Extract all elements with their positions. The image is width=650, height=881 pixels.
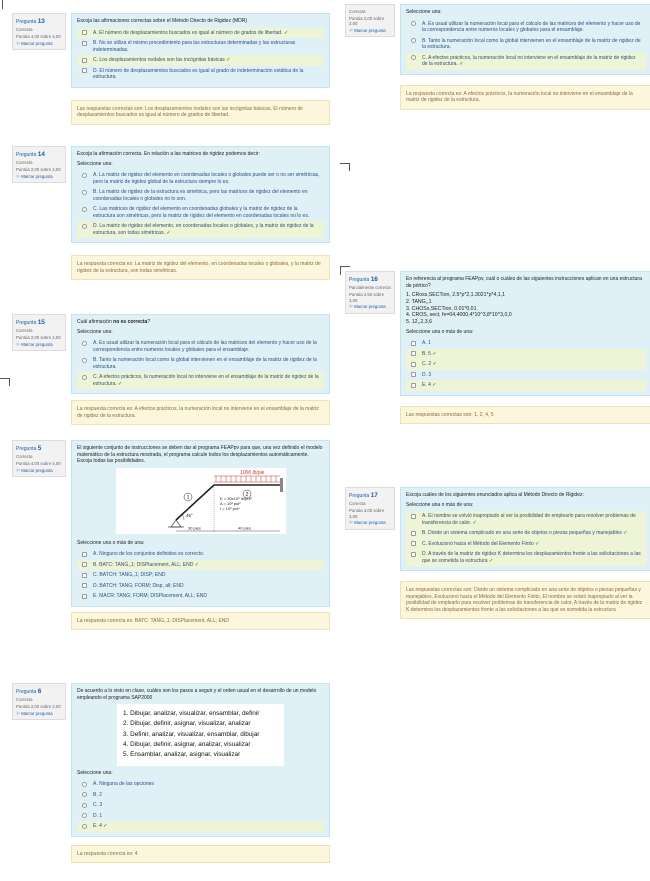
flag-label: Marcar pregunta	[21, 173, 53, 179]
check-icon: ✓	[226, 57, 231, 63]
option-label: A. Es usual utilizar la numeración local para el cálculo de las matrices del elemento y hacer uso de la correspondencia entre numeros locales y globales para el ensamblaje.	[93, 340, 317, 353]
flag-question-link[interactable]	[16, 174, 62, 180]
question-score: Puntúa 2,50 sobre 3,00	[349, 292, 385, 303]
checkbox[interactable]	[411, 372, 416, 377]
feedback-text: La respuesta correcta es: A efectos prácticos, la numeración local no interviene en el ensamblaje de la matriz de rigidez de la estructura.	[71, 400, 330, 425]
option-label: C. BATCH: TANG,,1; DISP; END	[93, 572, 166, 578]
answer-option[interactable]	[406, 19, 646, 36]
option-label: C. A efectos prácticos, la numeración local no interviene en el ensamblaje de la matriz de rigidez de la estructura.	[422, 54, 636, 67]
check-icon: ✓	[535, 540, 540, 547]
question-text-box	[71, 13, 330, 88]
answer-option[interactable]	[406, 380, 646, 391]
checkbox[interactable]	[82, 41, 87, 46]
radio-button[interactable]	[82, 803, 87, 808]
radio-button[interactable]	[411, 21, 416, 26]
flag-icon: ⚐	[16, 341, 20, 347]
flag-question-link[interactable]	[349, 28, 391, 34]
question-info	[12, 314, 66, 351]
list-item: 3. CHOSs,SECTion, 0.01*0.01	[406, 305, 477, 312]
question-state: Correcta	[349, 9, 366, 14]
question-score: Puntúa 3,00 sobre 3,00	[349, 508, 385, 519]
question-score: Puntúa 2,00 sobre 2,00	[16, 167, 61, 173]
flag-label: Marcar pregunta	[21, 40, 53, 46]
radio-button[interactable]	[82, 813, 87, 818]
question-score: Puntúa 2,00 sobre 2,00	[16, 704, 61, 710]
list-item: 1. CRoss,SECTion, 2.5*p*2,1.3021*p*4,1,1	[406, 292, 506, 298]
radio-button[interactable]	[82, 824, 87, 829]
question-number: 13	[37, 18, 45, 25]
page-corner-mark	[340, 266, 350, 267]
check-icon: ✓	[432, 350, 437, 357]
check-icon: ✓	[432, 361, 437, 368]
question-text: De acuerdo a lo visto en clase, cuáles son los pasos a seguir y el orden usual en el desarrollo de un modelo empleando el programa SAP2000	[77, 688, 317, 701]
option-label: C. 2	[422, 361, 432, 368]
answer-option[interactable]	[406, 349, 646, 360]
member-1-label: 1	[186, 494, 189, 501]
question-text-box	[400, 4, 650, 75]
question-label: Pregunta	[16, 19, 37, 25]
checkbox[interactable]	[411, 514, 416, 519]
answer-option[interactable]	[77, 549, 324, 560]
checkbox[interactable]	[411, 383, 416, 388]
check-icon: ✓	[283, 29, 289, 36]
list-item: 4. Dibujar, definir, asignar, analizar, visualizar	[123, 740, 251, 748]
question-state: Correcta	[16, 160, 33, 166]
radio-button[interactable]	[82, 375, 87, 380]
radio-button[interactable]	[82, 224, 87, 229]
flag-label: Marcar pregunta	[354, 304, 386, 310]
question-number: 15	[37, 319, 45, 326]
answer-option[interactable]	[406, 36, 646, 53]
check-icon: ✓	[166, 229, 171, 236]
question-label: Pregunta	[16, 689, 37, 695]
feedback-text: La respuesta correcta es: A efectos prácticos, la numeración local no interviene en el ensamblaje de la matriz de rigidez de la estructura.	[400, 85, 650, 110]
angle-label: 45°	[185, 512, 193, 518]
answer-option[interactable]	[406, 528, 646, 539]
question-state: Correcta	[16, 27, 33, 33]
checkbox[interactable]	[82, 573, 87, 578]
option-label: E. 4	[422, 382, 431, 389]
flag-question-link[interactable]	[349, 304, 391, 310]
flag-icon: ⚐	[349, 520, 353, 526]
flag-icon: ⚐	[16, 710, 20, 716]
select-instruction: Seleccione una o más de una:	[406, 328, 474, 335]
structure-diagram	[116, 468, 286, 534]
question-info	[12, 13, 66, 50]
question-text: Escoja las afirmaciones correctas sobre el Método Directo de Rigidez (MDR)	[77, 18, 248, 24]
option-label: A. El nombre se volvió inapropiado al ver la posibilidad de emplearlo para resolver problemas de transferencia de calor.	[422, 513, 636, 526]
checkbox[interactable]	[82, 552, 87, 557]
radio-button[interactable]	[82, 207, 87, 212]
question-text-part: ?	[147, 319, 151, 325]
question-state: Correcta	[16, 454, 33, 460]
answer-option[interactable]	[77, 570, 324, 581]
question-text: Escoja cuáles de los siguientes enunciados aplica al Método Directo de Rigidez:	[406, 492, 584, 498]
option-label: D. La matriz de rigidez del elemento, en coordenadas locales o globales, y la matriz de rigidez de la estructura, son todas simétricas.	[93, 223, 314, 236]
radio-button[interactable]	[82, 190, 87, 195]
answer-option[interactable]	[77, 811, 324, 822]
flag-question-link[interactable]	[16, 468, 62, 474]
option-label: A. Ninguna de las opciones	[93, 781, 154, 788]
checkbox[interactable]	[411, 351, 416, 356]
select-instruction: Seleccione una o más de una:	[77, 539, 145, 546]
answer-option[interactable]	[77, 338, 324, 355]
answer-option[interactable]	[406, 549, 646, 566]
select-instruction: Seleccione una:	[77, 160, 113, 167]
page-corner-mark	[349, 163, 350, 171]
select-instruction: Seleccione una o más de una:	[406, 501, 474, 508]
answer-option[interactable]	[406, 539, 646, 550]
option-label: E. MACR: TANG; FORM; DISPlacement, ALL; END	[93, 593, 208, 599]
question-info	[12, 146, 66, 183]
answer-option[interactable]	[77, 800, 324, 811]
option-label: B. Tanto la numeración local como la global intervienen en el ensamblaje de la matriz de rigidez de la estructura.	[422, 37, 641, 50]
flag-question-link[interactable]	[16, 342, 62, 348]
option-label: D. 3	[422, 371, 432, 378]
checkbox[interactable]	[82, 30, 87, 35]
checkbox[interactable]	[411, 362, 416, 367]
option-label: A. La matriz de rigidez del elemento en coordenadas locales o globales puede ser o no ser simétricas, pero la matriz de rigidez global de la estructura siempre lo es.	[93, 172, 320, 185]
question-info	[345, 487, 395, 530]
dimension-label-1: 30 pies	[187, 525, 201, 530]
check-icon: ✓	[488, 557, 494, 564]
option-label: D. El número de desplazamientos buscados es igual al grado de indeterminación estática de la estructura.	[93, 67, 304, 80]
check-icon: ✓	[472, 519, 477, 526]
property-a: A = 10² pul²	[219, 500, 241, 506]
question-text-box	[71, 440, 330, 607]
question-text-box	[400, 271, 650, 396]
question-text-part: Cuál afirmación	[77, 319, 114, 325]
steps-list	[117, 704, 284, 766]
page-corner-mark	[9, 378, 10, 386]
question-info	[12, 683, 66, 720]
radio-button[interactable]	[411, 38, 416, 43]
question-number: 17	[370, 492, 378, 499]
question-text	[77, 319, 324, 326]
radio-button[interactable]	[82, 782, 87, 787]
flag-label: Marcar pregunta	[354, 27, 386, 33]
answer-option[interactable]	[77, 372, 324, 389]
option-label: A. 1	[422, 340, 431, 347]
feedback-text: La respuesta correcta es: BATC: TANG,,1; DISPlacement, ALL; END	[71, 612, 330, 631]
question-state: Correcta	[16, 697, 33, 703]
checkbox[interactable]	[82, 58, 87, 63]
radio-button[interactable]	[82, 173, 87, 178]
feedback-text: Las respuestas correctas son: Divide un sistema complicado en una serie de objetos o piezas pequeñas y manejables, Evolucionó hacia el Método del Elemento Finito, El nombre se volvió inapropiado al ver la posibilidad de emplearlo para resolver problemas de transferencia de calor, A través de la matriz de rigidez K determina los desplazamientos frente a las solicitaciones a las que se sometida la estructura	[400, 581, 650, 619]
list-item: 2. Dibujar, definir, asignar, visualizar, analizar	[123, 720, 251, 728]
option-label: C. Las matrices de rigidez del elemento en coordenadas globales y la matriz de rigidez de la estructura son simétricas, pero la matriz de rigidez del elemento en coordenadas locales no lo es.	[93, 206, 310, 219]
radio-button[interactable]	[82, 792, 87, 797]
answer-option[interactable]	[406, 511, 646, 528]
question-state: Correcta	[16, 328, 33, 334]
checkbox[interactable]	[411, 552, 416, 557]
property-e: E = 30x10⁶ lb/pul²	[219, 495, 252, 501]
list-item: 1. Dibujar, analizar, visualizar, ensamblar, definir	[123, 710, 260, 717]
answer-option[interactable]	[77, 821, 324, 832]
question-number: 14	[37, 151, 45, 158]
flag-icon: ⚐	[16, 173, 20, 179]
answer-option[interactable]	[77, 38, 324, 55]
member-2-label: 2	[245, 491, 248, 498]
flag-icon: ⚐	[349, 27, 353, 33]
instructions-list	[406, 292, 646, 326]
checkbox[interactable]	[411, 341, 416, 346]
select-instruction: Seleccione una:	[77, 769, 113, 776]
check-icon: ✓	[103, 823, 108, 830]
option-label: B. Tanto la numeración local como la global intervienen en el ensamblaje de la matriz de rigidez de la estructura.	[93, 357, 317, 370]
answer-option[interactable]	[77, 591, 324, 602]
flag-label: Marcar pregunta	[354, 520, 386, 526]
feedback-text: Las respuestas correctas son: 1, 2, 4, 5	[400, 406, 650, 425]
option-label: C. A efectos prácticos, la numeración local no interviene en el ensamblaje de la matriz de rigidez de la estructura.	[93, 374, 319, 387]
option-label: B. BATC: TANG,,1; DISPlacement, ALL; END	[93, 561, 194, 568]
question-info	[12, 440, 66, 477]
option-label: C. Evolucionó hacia el Método del Elemento Finito	[422, 540, 534, 547]
load-label: 1000 lb/pie	[239, 469, 264, 476]
check-icon: ✓	[118, 380, 123, 387]
question-number: 16	[370, 276, 378, 283]
question-state: Parcialmente correcta	[349, 285, 391, 291]
question-state: Correcta	[349, 501, 366, 507]
list-item: 2. TANG,,1	[406, 298, 432, 305]
member-1	[176, 485, 214, 520]
question-number: 6	[37, 688, 42, 695]
question-text: En referencia al programa FEAPpv, cuál o cuáles de las siguientes instrucciones aplican en una estructura de pórtico?	[406, 276, 642, 289]
question-score: Puntúa 2,00 sobre 2,00	[349, 15, 385, 27]
list-item: 5. 12,,2,3,6	[406, 319, 432, 325]
option-label: D. 1	[93, 812, 103, 819]
checkbox[interactable]	[82, 583, 87, 588]
question-info	[345, 271, 395, 314]
check-icon: ✓	[432, 382, 437, 389]
option-label: A. Es usual utilizar la numeración local para el cálculo de las matrices del elemento y hacer uso de la correspondencia entre numeros locales y globales para el ensamblaje.	[422, 20, 641, 33]
answer-option[interactable]	[77, 790, 324, 801]
answer-option[interactable]	[77, 581, 324, 592]
list-item: 5. Ensamblar, analizar, asignar, visualizar	[123, 751, 241, 759]
answer-option[interactable]	[77, 170, 324, 187]
checkbox[interactable]	[411, 541, 416, 546]
feedback-text: La respuesta correcta es: 4	[71, 845, 330, 864]
question-text-box	[71, 683, 330, 837]
option-label: B. La matriz de rigidez de la estructura es simétrica, pero las matrices de rigidez del elemento en coordenadas locales o globales no lo son.	[93, 189, 308, 202]
option-label: C. Los desplazamientos nodales son las incógnitas básicas	[93, 57, 225, 63]
question-text: Escoja la afirmación correcta. En relación a las matrices de rigidez podemos decir:	[77, 151, 260, 157]
answer-option[interactable]	[77, 66, 324, 83]
fixed-support-right	[280, 478, 283, 492]
pin-support-left	[171, 520, 181, 527]
flag-icon: ⚐	[16, 40, 20, 46]
question-label: Pregunta	[349, 493, 370, 499]
check-icon: ✓	[623, 530, 628, 536]
select-instruction: Seleccione una:	[77, 328, 113, 335]
checkbox[interactable]	[82, 68, 87, 73]
answer-option[interactable]	[406, 53, 646, 70]
property-i: I = 10³ pul⁴	[219, 505, 240, 511]
option-label: B. 5	[422, 350, 431, 357]
option-label: C. 3	[93, 802, 103, 809]
checkbox[interactable]	[82, 562, 87, 567]
radio-button[interactable]	[411, 55, 416, 60]
question-info	[345, 4, 395, 37]
answer-option[interactable]	[406, 359, 646, 370]
answer-option[interactable]	[77, 28, 324, 39]
question-text-emphasis: no es correcta	[113, 319, 148, 325]
option-label: B. 2	[93, 791, 102, 798]
answer-option[interactable]	[406, 338, 646, 349]
flag-question-link[interactable]	[16, 711, 62, 717]
feedback-text: La respuesta correcta es: La matriz de rigidez del elemento, en coordenadas locales o globales, y la matriz de rigidez de la estructura, son todas simétricas.	[71, 255, 330, 280]
question-text-box	[71, 146, 330, 243]
question-number: 5	[37, 445, 42, 452]
feedback-text: Las respuestas correctas son: Los desplazamientos nodales son las incógnitas básicas, El número de desplazamientos buscados es igual al número de grados de libertad.	[71, 100, 330, 125]
answer-option[interactable]	[77, 779, 324, 790]
question-text: El siguiente conjunto de instrucciones se deben dar al programa FEAPpv para que, una vez definido el modelo matemático de la estructura mostrada, el programa calcule todos los desplazamientos automáticamente. Escoja todas las posibilidades.	[77, 445, 323, 464]
radio-button[interactable]	[82, 358, 87, 363]
question-label: Pregunta	[349, 277, 370, 283]
question-label: Pregunta	[16, 320, 37, 326]
page-corner-mark	[340, 266, 341, 275]
list-item: 3. Definir, analizar, visualizar, ensamblar, dibujar	[123, 730, 260, 738]
flag-label: Marcar pregunta	[21, 710, 53, 716]
flag-icon: ⚐	[349, 304, 353, 310]
select-instruction: Seleccione una:	[406, 9, 442, 15]
page-corner-mark	[2, 0, 3, 9]
question-score: Puntúa 4,00 sobre 4,00	[16, 461, 61, 467]
option-label: B. Divide un sistema complicado en una serie de objetos o piezas pequeñas y manejables	[422, 530, 622, 536]
dimension-label-2: 40 pies	[237, 525, 251, 530]
flag-question-link[interactable]	[349, 520, 391, 526]
flag-label: Marcar pregunta	[21, 467, 53, 473]
check-icon: ✓	[194, 561, 199, 568]
answer-option[interactable]	[406, 370, 646, 381]
answer-option[interactable]	[77, 55, 324, 66]
question-score: Puntúa 4,00 sobre 4,00	[16, 34, 61, 40]
radio-button[interactable]	[82, 341, 87, 346]
option-label: D. A través de la matriz de rigidez K determina los desplazamientos frente a las solicitaciones a las que se sometida la estructura	[422, 551, 641, 564]
question-label: Pregunta	[16, 152, 37, 158]
question-label: Pregunta	[16, 446, 37, 452]
checkbox[interactable]	[411, 531, 416, 536]
checkbox[interactable]	[82, 594, 87, 599]
distributed-load-arrows	[214, 476, 280, 482]
flag-icon: ⚐	[16, 467, 20, 473]
question-text-box	[71, 314, 330, 394]
answer-option[interactable]	[77, 560, 324, 571]
answer-option[interactable]	[77, 355, 324, 372]
option-label: E. 4	[93, 823, 102, 830]
question-score: Puntúa 2,00 sobre 2,00	[16, 335, 61, 341]
option-label: A. El número de desplazamientos buscados es igual al número de grados de libertad.	[93, 29, 283, 36]
answer-option[interactable]	[77, 187, 324, 204]
list-item: 4. CROS, sect, fe=04,4000,4*10^3,8*10^3,0,0	[406, 312, 512, 319]
answer-option[interactable]	[77, 221, 324, 238]
flag-label: Marcar pregunta	[21, 341, 53, 347]
option-label: D. BATCH: TANG; FORM; Disp, all; END	[93, 582, 184, 589]
answer-option[interactable]	[77, 204, 324, 221]
question-text-box	[400, 487, 650, 571]
option-label: A. Ninguno de los conjuntos definidos es correcto.	[93, 551, 205, 557]
check-icon: ✓	[459, 61, 464, 67]
flag-question-link[interactable]	[16, 41, 62, 47]
option-label: B. No se utiliza el mismo procedimiento para las estructuras determinadas y las estructuras indeterminadas.	[93, 40, 296, 53]
